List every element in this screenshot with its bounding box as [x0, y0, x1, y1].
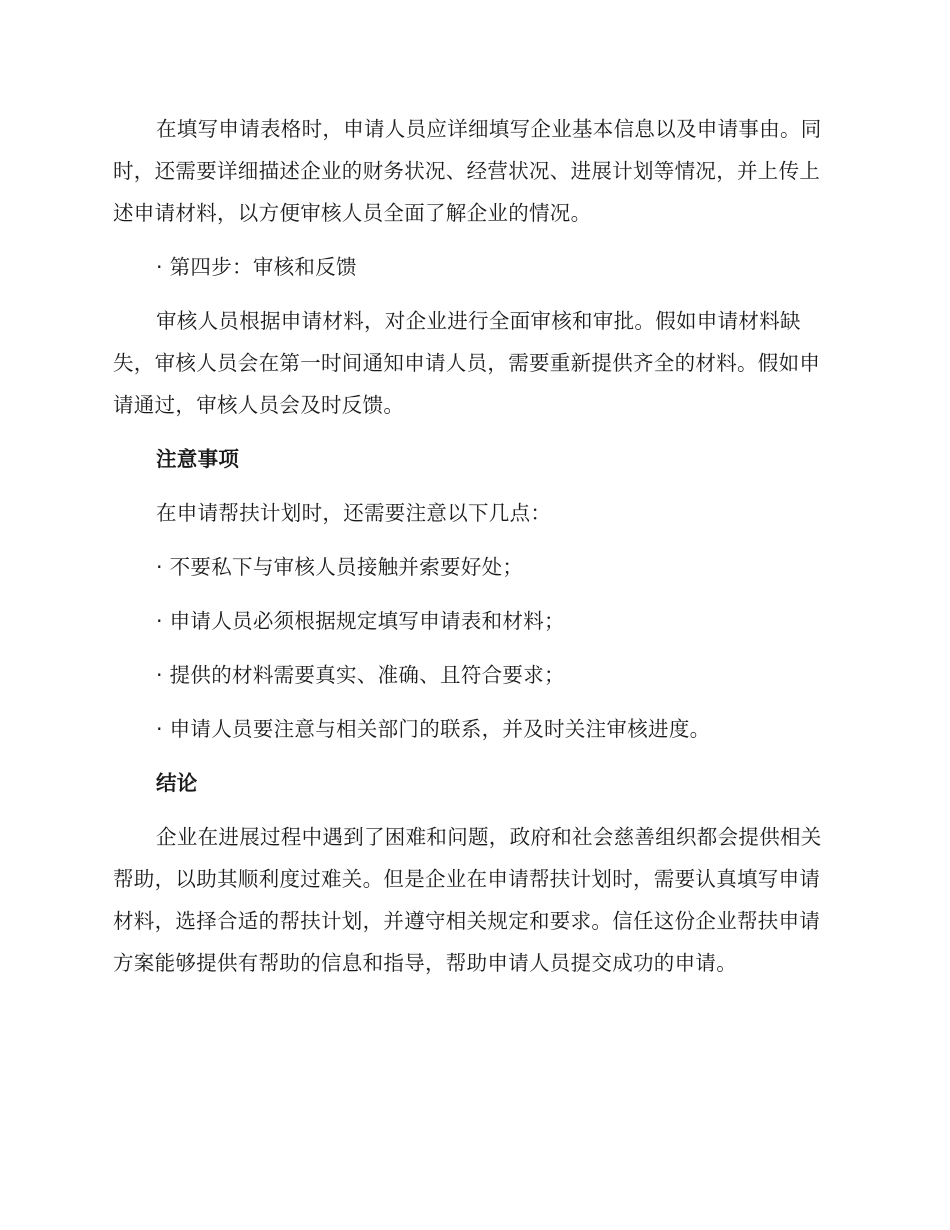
conclusion-paragraph: 企业在进展过程中遇到了困难和问题，政府和社会慈善组织都会提供相关帮助，以助其顺利度过难关。但是企业在申请帮扶计划时，需要认真填写申请材料，选择合适的帮扶计划，并遵守相关规定和要求。信任这份企业帮扶申请方案能够提供有帮助的信息和指导，帮助申请人员提交成功的申请。: [113, 825, 822, 975]
step-four-bullet: · 第四步：审核和反馈: [156, 255, 357, 279]
conclusion-heading: 结论: [156, 771, 198, 795]
notes-heading: 注意事项: [156, 447, 240, 471]
application-form-paragraph: 在填写申请表格时，申请人员应详细填写企业基本信息以及申请事由。同时，还需要详细描述企业的财务状况、经营状况、进展计划等情况，并上传上述申请材料，以方便审核人员全面了解企业的情况。: [113, 117, 822, 225]
review-paragraph: 审核人员根据申请材料，对企业进行全面审核和审批。假如申请材料缺失，审核人员会在第一时间通知申请人员，需要重新提供齐全的材料。假如申请通过，审核人员会及时反馈。: [113, 309, 821, 417]
notes-item: · 提供的材料需要真实、准确、且符合要求；: [156, 663, 565, 687]
notes-item: · 申请人员必须根据规定填写申请表和材料；: [156, 609, 565, 633]
notes-intro: 在申请帮扶计划时，还需要注意以下几点：: [156, 501, 552, 525]
notes-item: · 申请人员要注意与相关部门的联系，并及时关注审核进度。: [156, 717, 711, 741]
notes-item: · 不要私下与审核人员接触并索要好处；: [156, 555, 524, 579]
document-body: [113, 108, 835, 984]
